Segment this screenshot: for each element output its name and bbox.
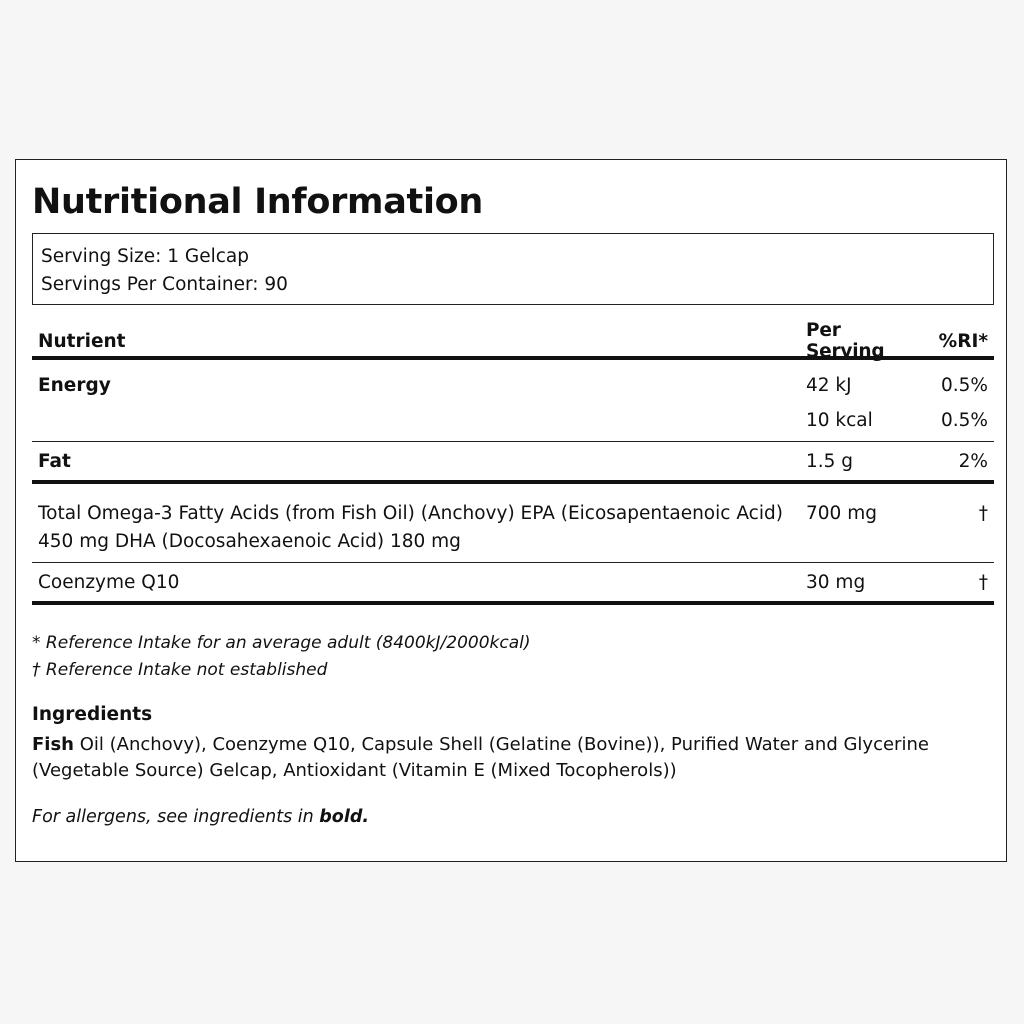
footnote-not-established: † Reference Intake not established bbox=[32, 660, 328, 680]
allergen-ingredient: Fish bbox=[32, 734, 74, 755]
ri-omega-3: † bbox=[978, 503, 988, 524]
table-row-energy-kcal bbox=[32, 404, 994, 442]
amount-coenzyme-q10: 30 mg bbox=[806, 571, 866, 593]
serving-info-box bbox=[32, 233, 994, 305]
header-nutrient: Nutrient bbox=[38, 330, 126, 352]
ri-coenzyme-q10: † bbox=[978, 571, 988, 593]
ingredients-heading: Ingredients bbox=[32, 704, 153, 725]
ingredients-list bbox=[32, 732, 998, 784]
table-row-energy-kj bbox=[32, 360, 994, 404]
servings-per-container: Servings Per Container: 90 bbox=[41, 274, 288, 295]
nutrient-name-omega-3: Total Omega-3 Fatty Acids (from Fish Oil) (Anchovy) EPA (Eicosapentaenoic Acid) 450 mg DHA (Docosahexaenoic Acid) 180 mg bbox=[38, 503, 783, 552]
page-title: Nutritional Information bbox=[32, 182, 484, 222]
allergen-note-emphasis: bold. bbox=[319, 807, 370, 827]
allergen-note-text: For allergens, see ingredients in bbox=[32, 807, 320, 827]
table-row-fat bbox=[32, 442, 994, 484]
allergen-note bbox=[32, 803, 369, 831]
header-per-serving: Per Serving bbox=[806, 320, 885, 362]
table-header bbox=[32, 320, 994, 360]
table-row-coenzyme-q10 bbox=[32, 563, 994, 605]
ri-fat: 2% bbox=[958, 450, 988, 472]
nutrition-table bbox=[32, 320, 994, 605]
ri-energy-kcal: 0.5% bbox=[941, 410, 988, 431]
amount-energy-kj: 42 kJ bbox=[806, 374, 852, 396]
amount-fat: 1.5 g bbox=[806, 450, 854, 472]
nutrient-name-fat: Fat bbox=[38, 450, 71, 472]
ingredients-rest: Oil (Anchovy), Coenzyme Q10, Capsule Shell (Gelatine (Bovine)), Purified Water and Glycerine (Vegetable Source) Gelcap, Antioxidant (Vitamin E (Mixed Tocopherols)) bbox=[32, 734, 929, 781]
nutrient-name-energy: Energy bbox=[38, 374, 111, 396]
nutrition-label bbox=[15, 159, 1007, 862]
nutrient-name-coenzyme-q10: Coenzyme Q10 bbox=[38, 571, 180, 593]
header-ri: %RI* bbox=[938, 330, 988, 352]
ri-energy-kj: 0.5% bbox=[941, 374, 988, 396]
table-row-omega-3 bbox=[32, 484, 994, 563]
serving-size: Serving Size: 1 Gelcap bbox=[41, 246, 250, 267]
amount-energy-kcal: 10 kcal bbox=[806, 410, 873, 431]
footnotes bbox=[32, 630, 994, 684]
amount-omega-3: 700 mg bbox=[806, 503, 877, 524]
footnote-reference-intake: * Reference Intake for an average adult (8400kJ/2000kcal) bbox=[32, 633, 531, 653]
